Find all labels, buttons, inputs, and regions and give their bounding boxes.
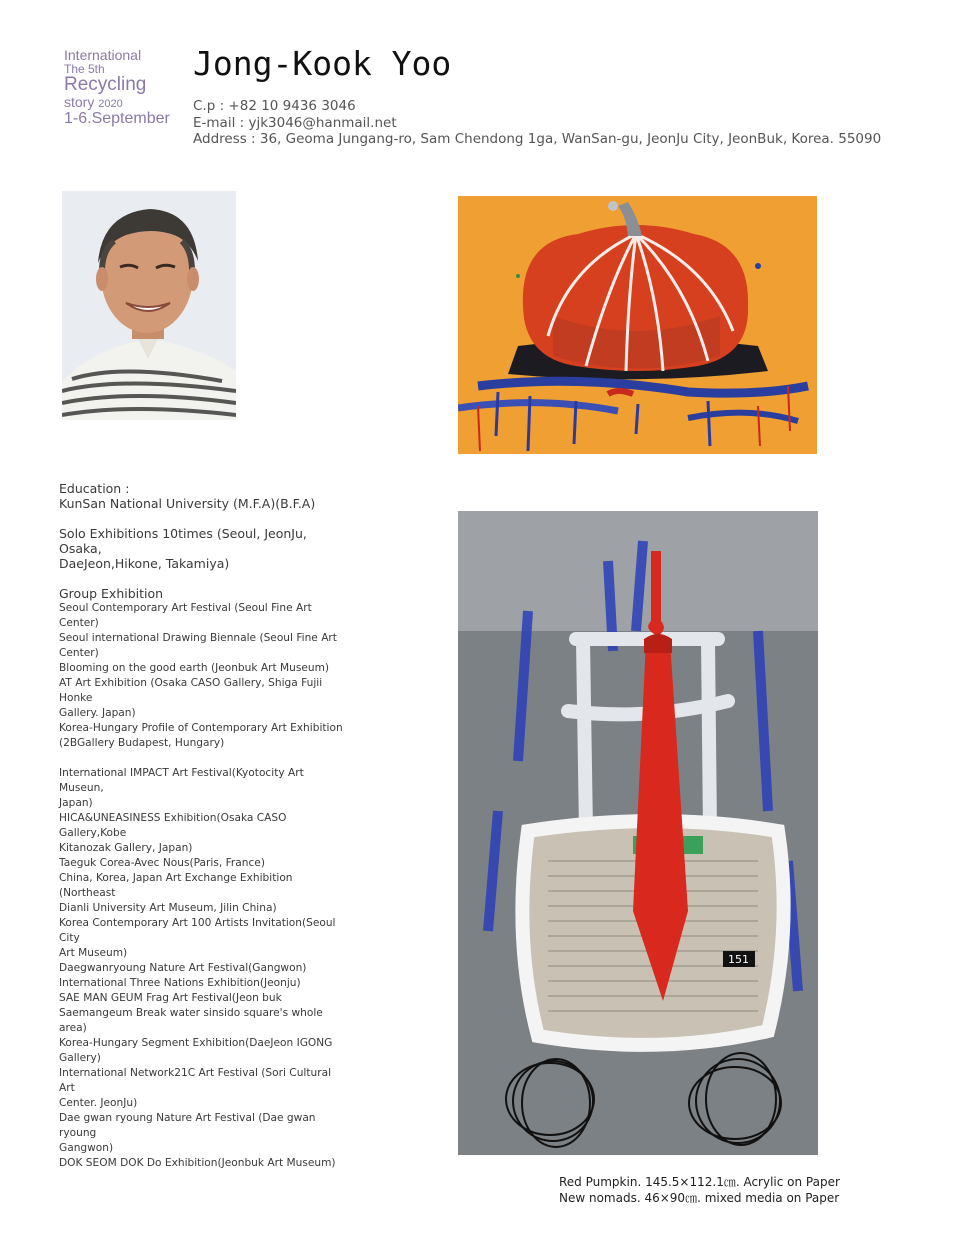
event-logo: [64, 48, 170, 128]
list-item: Blooming on the good earth (Jeonbuk Art Museum): [59, 662, 330, 674]
list-item: Kitanozak Gallery, Japan): [59, 842, 193, 854]
education-heading: Education :: [59, 481, 130, 496]
group-exhibition-heading: Group Exhibition: [59, 586, 164, 601]
label-151: 151: [728, 953, 749, 966]
solo-exhibitions-line-1: Solo Exhibitions 10times (Seoul, JeonJu, Osaka,: [59, 526, 307, 556]
nomads-painting: [458, 511, 818, 1155]
list-item: Taeguk Corea-Avec Nous(Paris, France): [59, 857, 265, 869]
address: Address : 36, Geoma Jungang-ro, Sam Chendong 1ga, WanSan-gu, JeonJu City, JeonBuk, Korea. 55090: [193, 131, 882, 147]
logo-line-dates: 1-6.September: [64, 109, 170, 127]
list-item: Daegwanryoung Nature Art Festival(Gangwon): [59, 962, 307, 974]
artwork-red-pumpkin: [458, 196, 817, 454]
list-item: Seoul Contemporary Art Festival (Seoul Fine Art Center): [59, 602, 312, 629]
caption-new-nomads: New nomads. 46×90㎝. mixed media on Paper: [559, 1191, 840, 1205]
list-item: China, Korea, Japan Art Exchange Exhibition (Northeast: [59, 872, 293, 899]
artist-portrait: [62, 191, 236, 420]
list-item: SAE MAN GEUM Frag Art Festival(Jeon buk: [59, 992, 282, 1004]
phone: C.p : +82 10 9436 3046: [193, 98, 356, 114]
list-item: Korea-Hungary Profile of Contemporary Art Exhibition: [59, 722, 343, 734]
list-item: International Network21C Art Festival (Sori Cultural Art: [59, 1067, 332, 1094]
logo-story-word: story: [64, 94, 95, 111]
group-exhibition-list-1: [59, 601, 344, 751]
contact-block: [193, 98, 881, 148]
logo-line-edition: The 5th: [64, 61, 105, 76]
list-item: Saemangeum Break water sinsido square's whole area): [59, 1007, 323, 1034]
artwork-new-nomads: [458, 511, 818, 1155]
list-item: Center): [59, 647, 99, 659]
list-item: DOK SEOM DOK Do Exhibition(Jeonbuk Art Museum): [59, 1157, 336, 1169]
list-item: AT Art Exhibition (Osaka CASO Gallery, Shiga Fujii Honke: [59, 677, 323, 704]
list-item: International Three Nations Exhibition(Jeonju): [59, 977, 301, 989]
list-item: Art Museum): [59, 947, 128, 959]
list-item: International IMPACT Art Festival(Kyotocity Art Museun,: [59, 767, 304, 794]
list-item: Seoul international Drawing Biennale (Seoul Fine Art: [59, 632, 337, 644]
list-item: Center. JeonJu): [59, 1097, 138, 1109]
list-item: Gallery): [59, 1052, 101, 1064]
group-exhibition-list-2: [59, 766, 344, 1171]
logo-story-year: 2020: [98, 98, 123, 111]
email: E-mail : yjk3046@hanmail.net: [193, 114, 397, 131]
logo-line-recycling: Recycling: [64, 74, 147, 96]
biography: [59, 481, 344, 1171]
list-item: (2BGallery Budapest, Hungary): [59, 737, 225, 749]
list-item: Korea-Hungary Segment Exhibition(DaeJeon IGONG: [59, 1037, 333, 1049]
list-item: Dae gwan ryoung Nature Art Festival (Dae gwan ryoung: [59, 1112, 316, 1139]
list-item: Dianli University Art Museum, Jilin China): [59, 902, 277, 914]
logo-line-story: [64, 95, 170, 111]
list-item: Gangwon): [59, 1142, 114, 1154]
solo-exhibitions-line-2: DaeJeon,Hikone, Takamiya): [59, 556, 230, 571]
list-item: Korea Contemporary Art 100 Artists Invitation(Seoul City: [59, 917, 336, 944]
logo-line-international: International: [64, 47, 142, 63]
list-item: Gallery. Japan): [59, 707, 136, 719]
pumpkin-painting: [458, 196, 817, 454]
education-value: KunSan National University (M.F.A)(B.F.A): [59, 496, 316, 511]
artwork-captions: [559, 1174, 840, 1206]
caption-red-pumpkin: Red Pumpkin. 145.5×112.1㎝. Acrylic on Paper: [559, 1175, 840, 1189]
list-item: HICA&UNEASINESS Exhibition(Osaka CASO Gallery,Kobe: [59, 812, 287, 839]
portrait-illustration: [62, 191, 236, 420]
list-item: Japan): [59, 797, 93, 809]
artist-name: Jong-Kook Yoo: [193, 44, 452, 83]
